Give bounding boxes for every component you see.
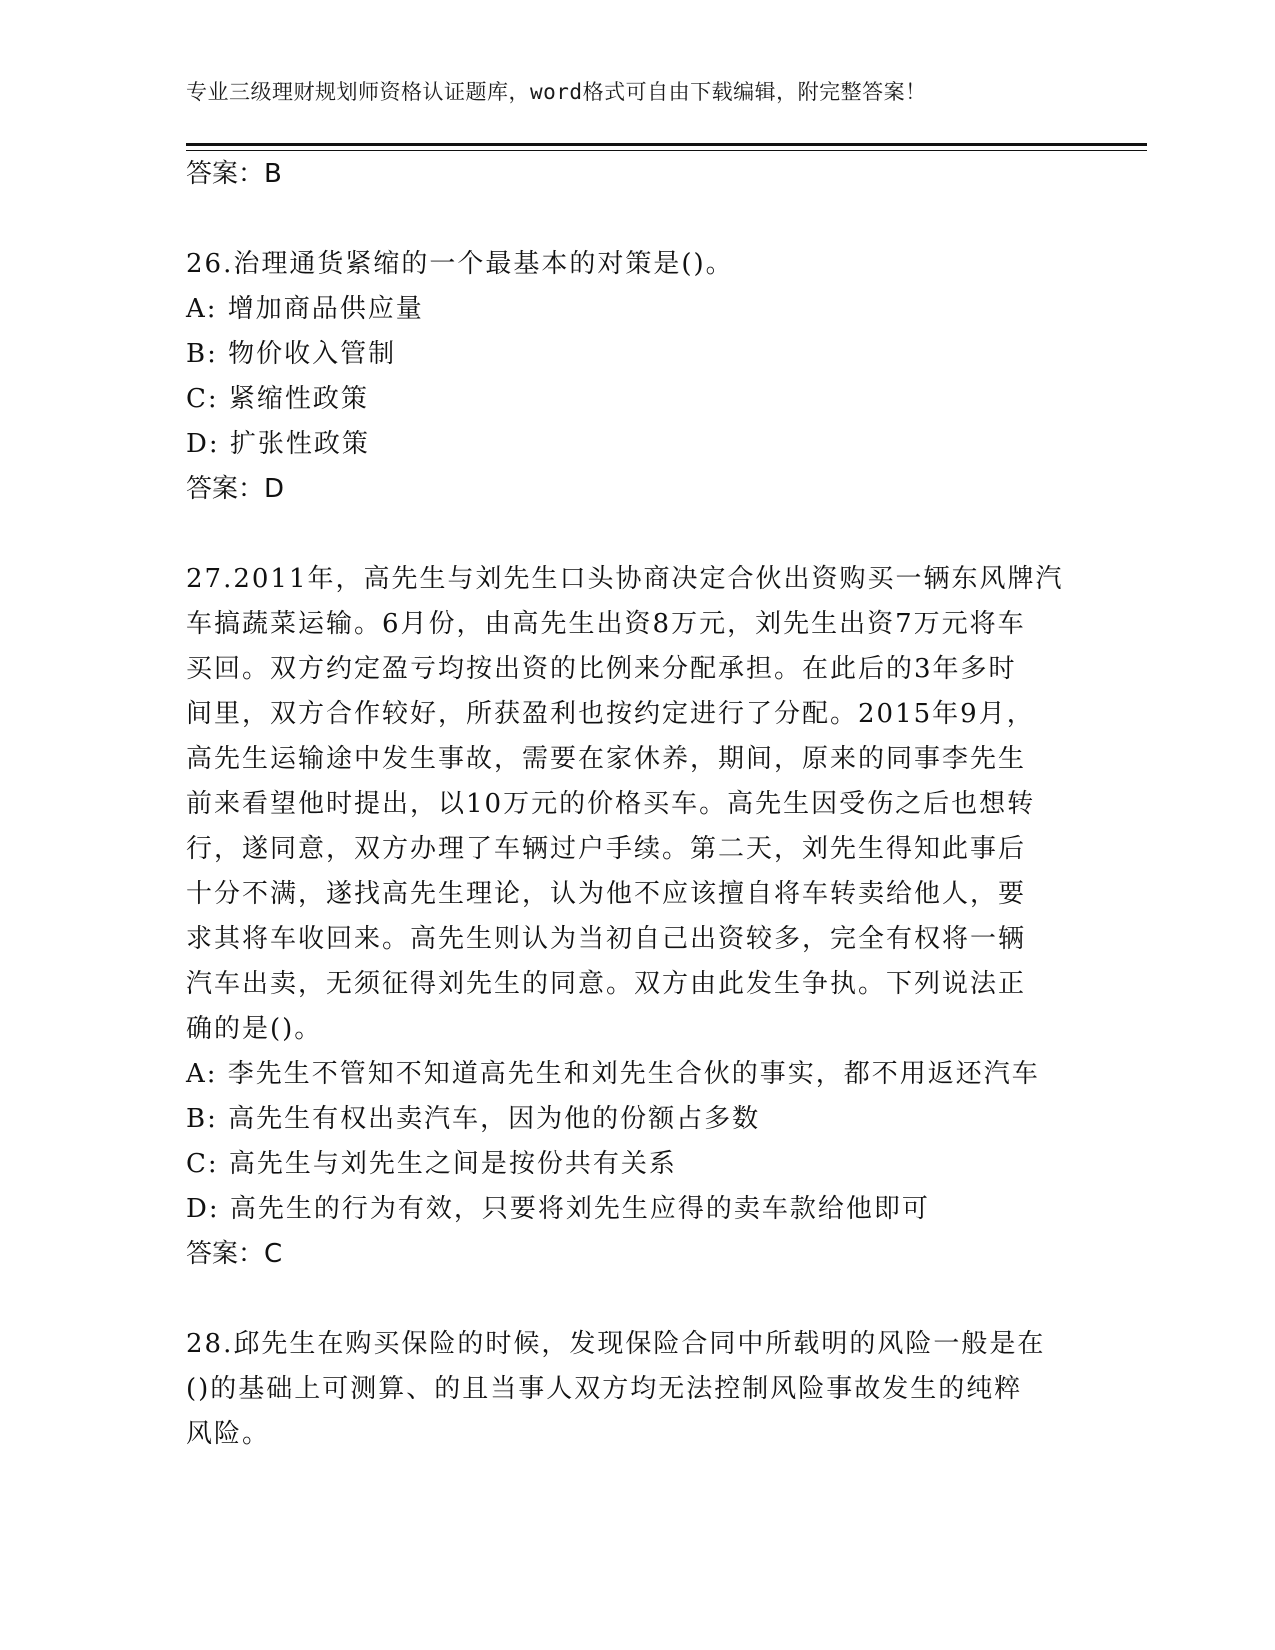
text-line: 求其将车收回来。高先生则认为当初自己出资较多，完全有权将一辆 — [186, 924, 1027, 954]
text-line: B: 高先生有权出卖汽车，因为他的份额占多数 — [186, 1104, 761, 1134]
text-line: D: 扩张性政策 — [186, 429, 370, 459]
answer-line: 答案：C — [186, 1239, 283, 1269]
paragraph-gap — [186, 197, 1086, 242]
text-line: 高先生运输途中发生事故，需要在家休养，期间，原来的同事李先生 — [186, 744, 1027, 774]
answer-line: 答案：D — [186, 474, 285, 504]
text-line: 前来看望他时提出，以10万元的价格买车。高先生因受伤之后也想转 — [186, 789, 1036, 819]
text-line: A: 李先生不管知不知道高先生和刘先生合伙的事实，都不用返还汽车 — [186, 1059, 1040, 1089]
paragraph-gap — [186, 512, 1086, 557]
text-line: 行，遂同意，双方办理了车辆过户手续。第二天，刘先生得知此事后 — [186, 834, 1027, 864]
text-line: 27.2011年，高先生与刘先生口头协商决定合伙出资购买一辆东风牌汽 — [186, 564, 1064, 594]
text-line: B: 物价收入管制 — [186, 339, 397, 369]
text-line: A: 增加商品供应量 — [186, 294, 424, 324]
paragraph-gap — [186, 1277, 1086, 1322]
text-line: 买回。双方约定盈亏均按出资的比例来分配承担。在此后的3年多时 — [186, 654, 1017, 684]
text-line: D: 高先生的行为有效，只要将刘先生应得的卖车款给他即可 — [186, 1194, 930, 1224]
text-line: C: 高先生与刘先生之间是按份共有关系 — [186, 1149, 677, 1179]
text-line: 确的是()。 — [186, 1014, 323, 1044]
text-line: ()的基础上可测算、的且当事人双方均无法控制风险事故发生的纯粹 — [186, 1374, 1023, 1404]
text-line: C: 紧缩性政策 — [186, 384, 369, 414]
text-line: 间里，双方合作较好，所获盈利也按约定进行了分配。2015年9月， — [186, 699, 1035, 729]
question-content — [186, 152, 1086, 1457]
header-rule-thin — [186, 150, 1147, 151]
text-line: 26.治理通货紧缩的一个最基本的对策是()。 — [186, 249, 734, 279]
text-line: 28.邱先生在购买保险的时候，发现保险合同中所载明的风险一般是在 — [186, 1329, 1046, 1359]
text-line: 车搞蔬菜运输。6月份，由高先生出资8万元，刘先生出资7万元将车 — [186, 609, 1026, 639]
header-rule-thick — [186, 143, 1147, 146]
text-line: 十分不满，遂找高先生理论，认为他不应该擅自将车转卖给他人，要 — [186, 879, 1027, 909]
text-line: 汽车出卖，无须征得刘先生的同意。双方由此发生争执。下列说法正 — [186, 969, 1027, 999]
page-header: 专业三级理财规划师资格认证题库，word格式可自由下载编辑，附完整答案！ — [186, 80, 927, 104]
text-line: 风险。 — [186, 1419, 271, 1449]
answer-line: 答案：B — [186, 159, 282, 189]
